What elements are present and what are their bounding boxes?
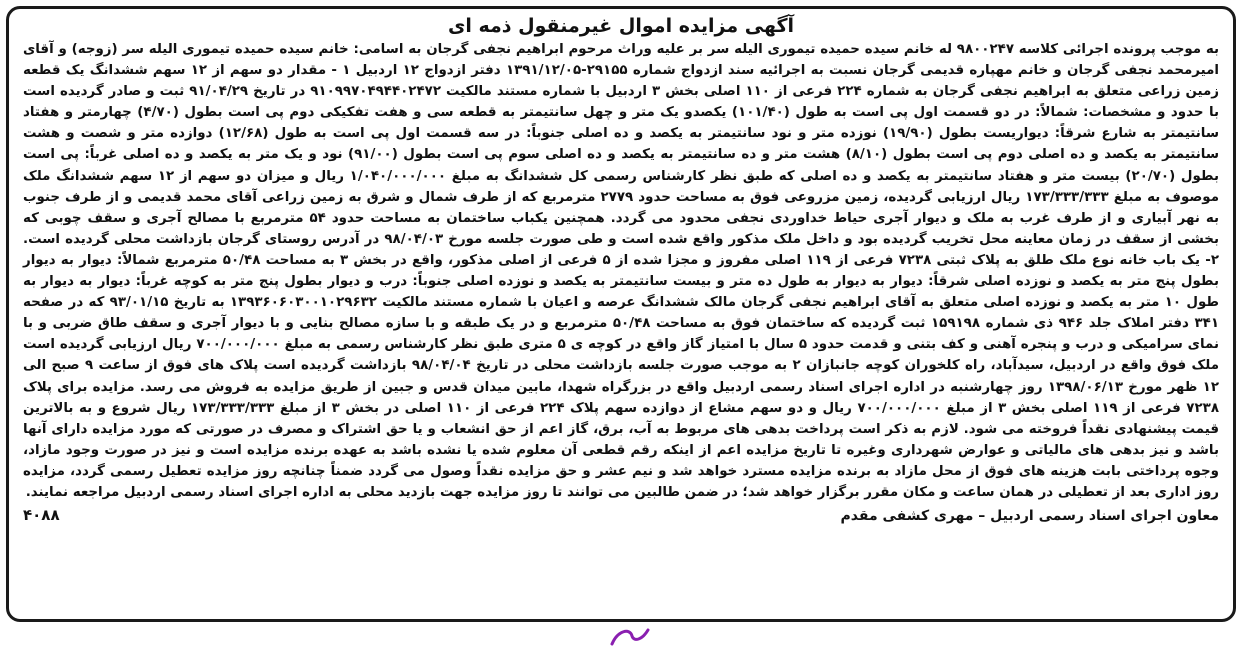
auction-notice-frame xyxy=(6,6,1236,622)
ad-code: ۴۰۸۸ xyxy=(23,506,60,525)
ink-mark-icon xyxy=(608,624,652,650)
notice-body: به موجب پرونده اجرائی کلاسه ۹۸۰۰۲۴۷ له خانم سیده حمیده تیموری الیله سر بر علیه وراث مرحوم ابراهیم نجفی گرجان به اسامی: خانم سیده حمیده تیموری الیله سر (زوجه) و آقای امیرمحمد نجفی گرجان و خانم مهپاره قدیمی گرجان نسبت به اجرائیه سند ازدواج شماره ۲۹۱۵۵-۱۳۹۱/۱۲/۰۵ دفتر ازدواج ۱۲ اردبیل ۱ - مقدار دو سهم از ۱۲ سهم ششدانگ یک قطعه زمین زراعی متعلق به ابراهیم نجفی گرجان به شماره ۲۲۴ فرعی از ۱۱۰ اصلی بخش ۳ اردبیل با شماره مستند مالکیت ۹۱۰۹۹۷۰۴۹۴۴۰۲۴۷۲ در تاریخ ۹۱/۰۴/۲۹ ثبت و صادر گردیده است با حدود و مشخصات: شمالاً: در دو قسمت اول پی است به طول (۱۰۱/۴۰) یکصدو یک متر و چهل سانتیمتر به قطعه سی و هفت تفکیکی دوم پی است بطول (۴/۷۰) چهارمتر و هفتاد سانتیمتر به شارع شرقاً: دیواریست بطول (۱۹/۹۰) نوزده متر و نود سانتیمتر به یکصد و ده اصلی جنوباً: در سه قسمت اول پی است به طول (۱۲/۶۸) دوازده متر و شصت و هشت سانتیمتر به یکصد و ده اصلی دوم پی است بطول (۸/۱۰) هشت متر و ده سانتیمتر به یکصد و ده اصلی سوم پی است بطول (۹۱/۰۰) نود و یک متر به یکصد و ده اصلی غرباً: پی است بطول (۲۰/۷۰) بیست متر و هفتاد سانتیمتر به یکصد و ده اصلی که طبق نظر کارشناس رسمی کل ششدانگ به مبلغ ۱/۰۴۰/۰۰۰/۰۰۰ ریال و میزان دو سهم از ۱۲ سهم ششدانگ ملک موصوف به مبلغ ۱۷۳/۳۳۳/۳۳۳ ریال ارزیابی گردیده، زمین مزروعی فوق به مساحت حدود ۲۷۷۹ مترمربع که از طرف شمال و شرق به زمین زراعی آقای محمد قدیمی و از طرف جنوب به نهر آبیاری و از طرف غرب به ملک و دیوار آجری حیاط خداوردی نجفی محدود می گردد. همچنین یکباب ساختمان به مساحت حدود ۵۴ مترمربع با مصالح آجری و سقف چوبی که بخشی از سقف در زمان معاینه محل تخریب گردیده بود و داخل ملک مذکور واقع شده است و طی صورت جلسه مورخ ۹۸/۰۴/۰۳ در آدرس روستای گرجان بازداشت محلی گردیده است. ۲- یک باب خانه نوع ملک طلق به پلاک ثبتی ۷۲۳۸ فرعی از ۱۱۹ اصلی مفروز و مجزا شده از ۵ فرعی از اصلی مذکور، واقع در بخش ۳ به مساحت ۵۰/۴۸ مترمربع شمالاً: دیوار به دیوار بطول پنج متر به یکصد و نوزده اصلی شرقاً: دیوار به دیوار به طول ده متر و بیست سانتیمتر به یکصد و نوزده اصلی جنوباً: درب و دیوار بطول پنج متر به کوچه غرباً: دیوار به دیوار به طول ۱۰ متر به یکصد و نوزده اصلی متعلق به آقای ابراهیم نجفی گرجان مالک ششدانگ عرصه و اعیان با شماره مستند مالکیت ۱۳۹۳۶۰۶۰۳۰۰۱۰۲۹۶۳۲ به تاریخ ۹۳/۰۱/۱۵ که در صفحه ۳۴۱ دفتر املاک جلد ۹۴۶ ذی شماره ۱۵۹۱۹۸ ثبت گردیده که ساختمان فوق به مساحت ۵۰/۴۸ مترمربع و در یک طبقه و با سازه مصالح بنایی و با دیوار آجری و سقف طاق ضربی و با نمای سرامیکی و درب و پنجره آهنی و کف بتنی و قدمت حدود ۵ سال با امتیاز گاز واقع در کوچه ی ۵ متری طبق نظر کارشناس رسمی به مبلغ ۷۰۰/۰۰۰/۰۰۰ ریال ارزیابی گردیده است ملک فوق واقع در اردبیل، سیدآباد، راه کلخوران کوچه جانبازان ۲ به موجب صورت جلسه بازداشت محلی در تاریخ ۹۸/۰۴/۰۴ بازداشت گردیده است پلاک های فوق از ساعت ۹ صبح الی ۱۲ ظهر مورخ ۱۳۹۸/۰۶/۱۳ روز چهارشنبه در اداره اجرای اسناد رسمی اردبیل واقع در بزرگراه شهدا، مابین میدان قدس و جبین از طریق مزایده به فروش می رسد. مزایده برای پلاک ۷۲۳۸ فرعی از ۱۱۹ اصلی بخش ۳ از مبلغ ۷۰۰/۰۰۰/۰۰۰ ریال و دو سهم مشاع از دوازده سهم پلاک ۲۲۴ فرعی از ۱۱۰ اصلی در بخش ۳ از مبلغ ۱۷۳/۳۳۳/۳۳۳ ریال شروع و به بالاترین قیمت پیشنهادی نقداً فروخته می شود. لازم به ذکر است پرداخت بدهی های مربوط به آب، برق، گاز اعم از حق انشعاب و یا حق اشتراک و مصرف در صورتی که مورد مزایده دارای آنها باشد و نیز بدهی های مالیاتی و عوارض شهرداری وغیره تا تاریخ مزایده اعم از اینکه رقم قطعی آن معلوم شده یا نشده باشد به عهده برنده مزایده است و نیز در صورت وجود مازاد، وجوه پرداختی بابت هزینه های فوق از محل مازاد به برنده مزایده مسترد خواهد شد و نیم عشر و حق مزایده نقداً وصول می گردد ضمناً چنانچه روز مزایده تعطیل رسمی گردد، مزایده روز اداری بعد از تعطیلی در همان ساعت و مکان مقرر برگزار خواهد شد؛ در ضمن طالبین می توانند تا روز مزایده جهت بازدید محلی به اداره اجرای اسناد رسمی اردبیل مراجعه نمایند. xyxy=(23,42,1220,500)
signature-line xyxy=(23,505,1219,526)
signature-text: معاون اجرای اسناد رسمی اردبیل – مهری کشفی مقدم xyxy=(840,508,1219,525)
notice-title: آگهی مزایده اموال غیرمنقول ذمه ای xyxy=(447,15,795,37)
